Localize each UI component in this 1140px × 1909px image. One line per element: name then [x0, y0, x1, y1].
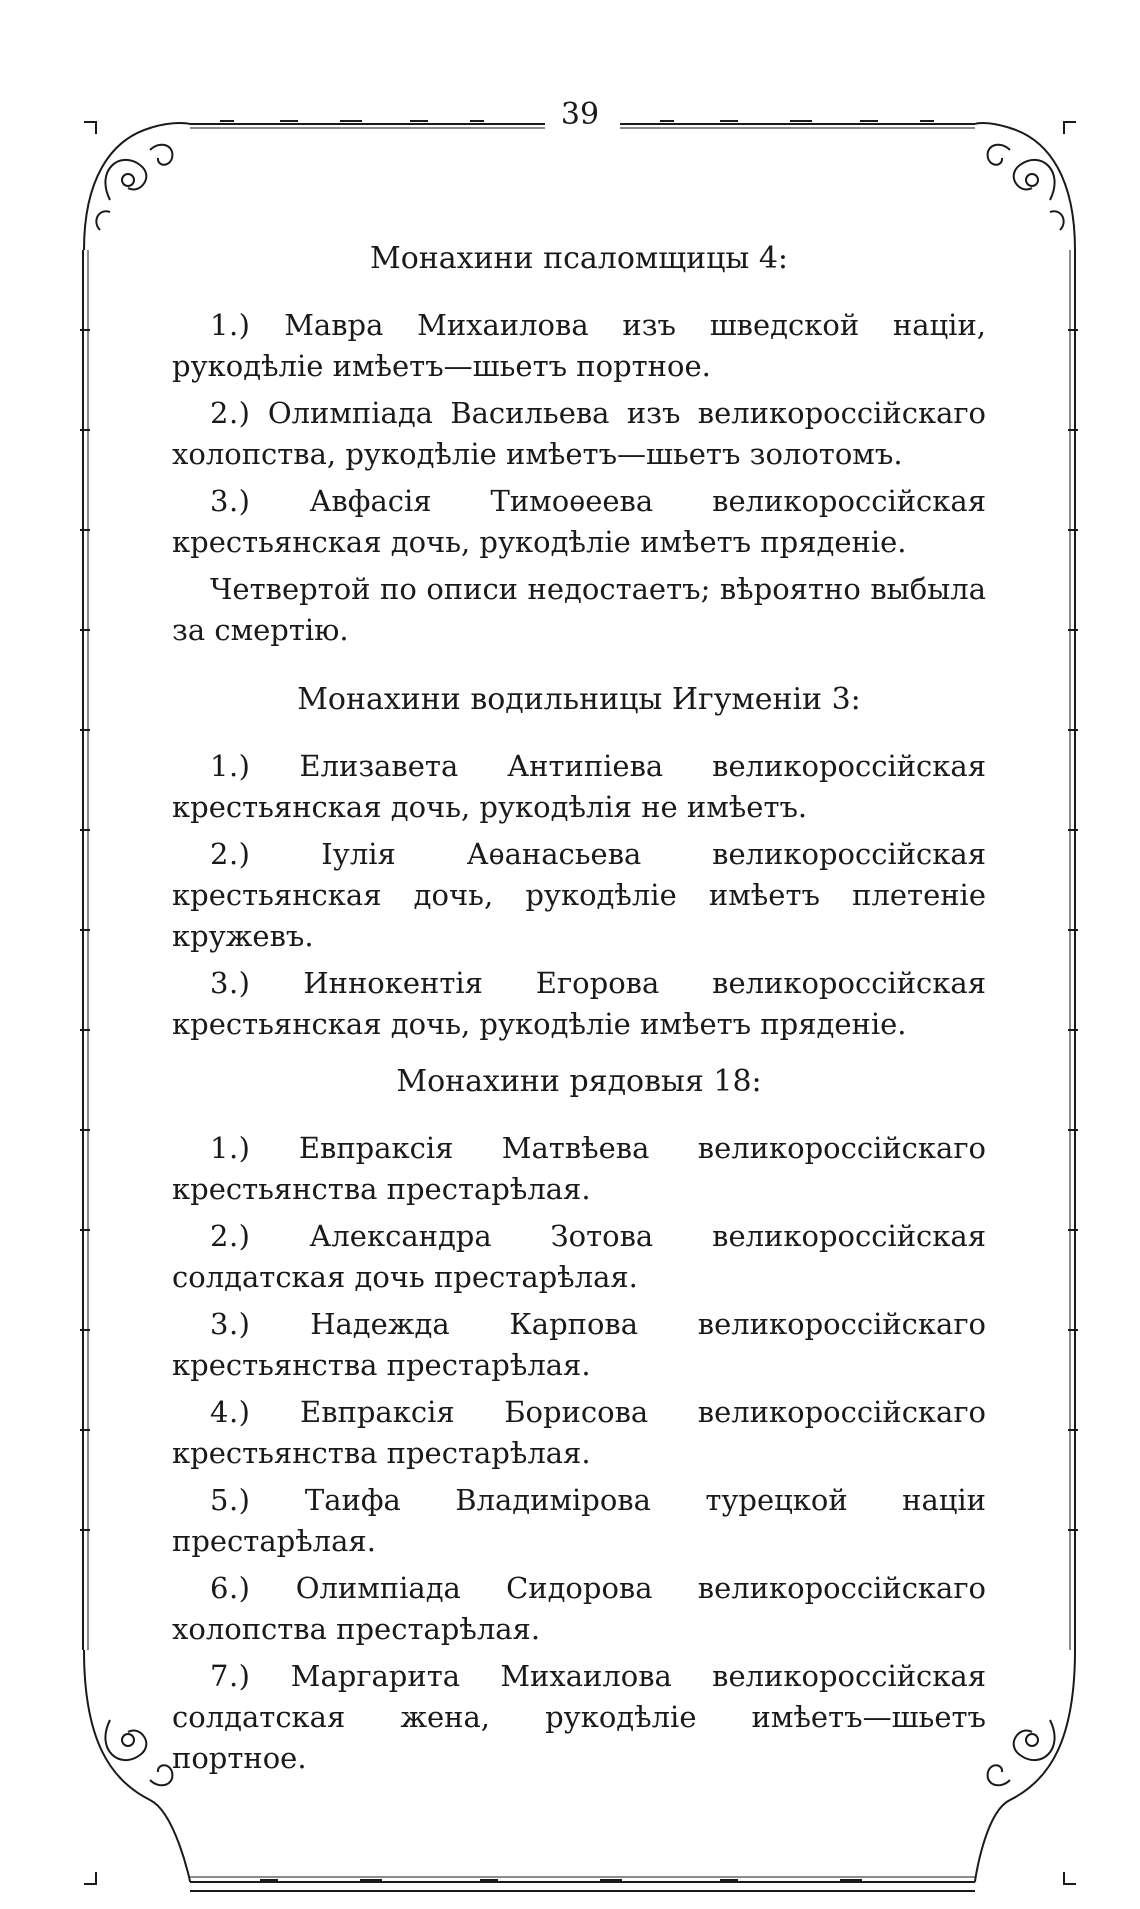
- item-number: 7.): [210, 1659, 251, 1693]
- item-number: 3.): [210, 484, 251, 518]
- item-text: Олимпіада Сидорова великороссійскаго холопства престарѣлая.: [172, 1571, 987, 1646]
- item-text: Олимпіада Васильева изъ великороссійскаго холопства, рукодѣліе имѣетъ—шьетъ золотомъ.: [172, 396, 987, 471]
- list-item: [172, 393, 986, 475]
- item-number: 3.): [210, 1307, 251, 1341]
- list-item: [172, 834, 986, 957]
- item-number: 2.): [210, 396, 251, 430]
- section-title-vodilnitsy: Монахини водильницы Игуменіи 3:: [297, 682, 861, 717]
- list-item: [172, 1480, 986, 1562]
- item-number: 3.): [210, 966, 251, 1000]
- item-text: Таифа Владимірова турецкой націи престарѣлая.: [172, 1483, 986, 1558]
- item-number: 1.): [210, 749, 251, 783]
- item-text: Иннокентія Егорова великороссійская крестьянская дочь, рукодѣліе имѣетъ пряденіе.: [172, 966, 986, 1041]
- item-text: Александра Зотова великороссійская солдатская дочь престарѣлая.: [172, 1219, 987, 1294]
- item-text: Авфасія Тимоѳеева великороссійская крестьянская дочь, рукодѣліе имѣетъ пряденіе.: [172, 484, 986, 559]
- item-text: Мавра Михаилова изъ шведской націи, рукодѣліе имѣетъ—шьетъ портное.: [172, 308, 986, 383]
- list-item: [172, 1392, 986, 1474]
- section-title-ryadovye: Монахини рядовыя 18:: [396, 1064, 762, 1099]
- list-item: [172, 1304, 986, 1386]
- item-text: Іулія Аѳанасьева великороссійская крестьянская дочь, рукодѣліе имѣетъ плетеніе кружевъ.: [172, 837, 987, 953]
- list-item: [172, 481, 986, 563]
- list-item: [172, 1128, 986, 1210]
- item-number: 2.): [210, 837, 251, 871]
- item-text: Елизавета Антипіева великороссійская крестьянская дочь, рукодѣлія не имѣетъ.: [172, 749, 987, 824]
- list-item: [172, 1568, 986, 1650]
- section-title-psalomshchitsy: Монахини псаломщицы 4:: [369, 241, 789, 276]
- item-text: Надежда Карпова великороссійскаго крестьянства престарѣлая.: [172, 1307, 986, 1382]
- item-number: 1.): [210, 308, 251, 342]
- item-number: 6.): [210, 1571, 251, 1605]
- item-number: 5.): [210, 1483, 251, 1517]
- item-text: Евпраксія Борисова великороссійскаго крестьянства престарѣлая.: [172, 1395, 986, 1470]
- page-number: 39: [560, 97, 600, 132]
- item-number: 4.): [210, 1395, 251, 1429]
- item-text: Евпраксія Матвѣева великороссійскаго крестьянства престарѣлая.: [172, 1131, 986, 1206]
- list-item: [172, 1656, 986, 1779]
- item-number: 2.): [210, 1219, 251, 1253]
- list-item: [172, 746, 986, 828]
- item-text: Маргарита Михаилова великороссійская солдатская жена, рукодѣліе имѣетъ—шьетъ портное.: [172, 1659, 986, 1775]
- item-number: 1.): [210, 1131, 251, 1165]
- page-body: [172, 238, 986, 1785]
- list-item: [172, 963, 986, 1045]
- section-note: Четвертой по описи недостаетъ; вѣроятно выбыла за смертію.: [172, 572, 986, 647]
- list-item: [172, 1216, 986, 1298]
- list-item: [172, 305, 986, 387]
